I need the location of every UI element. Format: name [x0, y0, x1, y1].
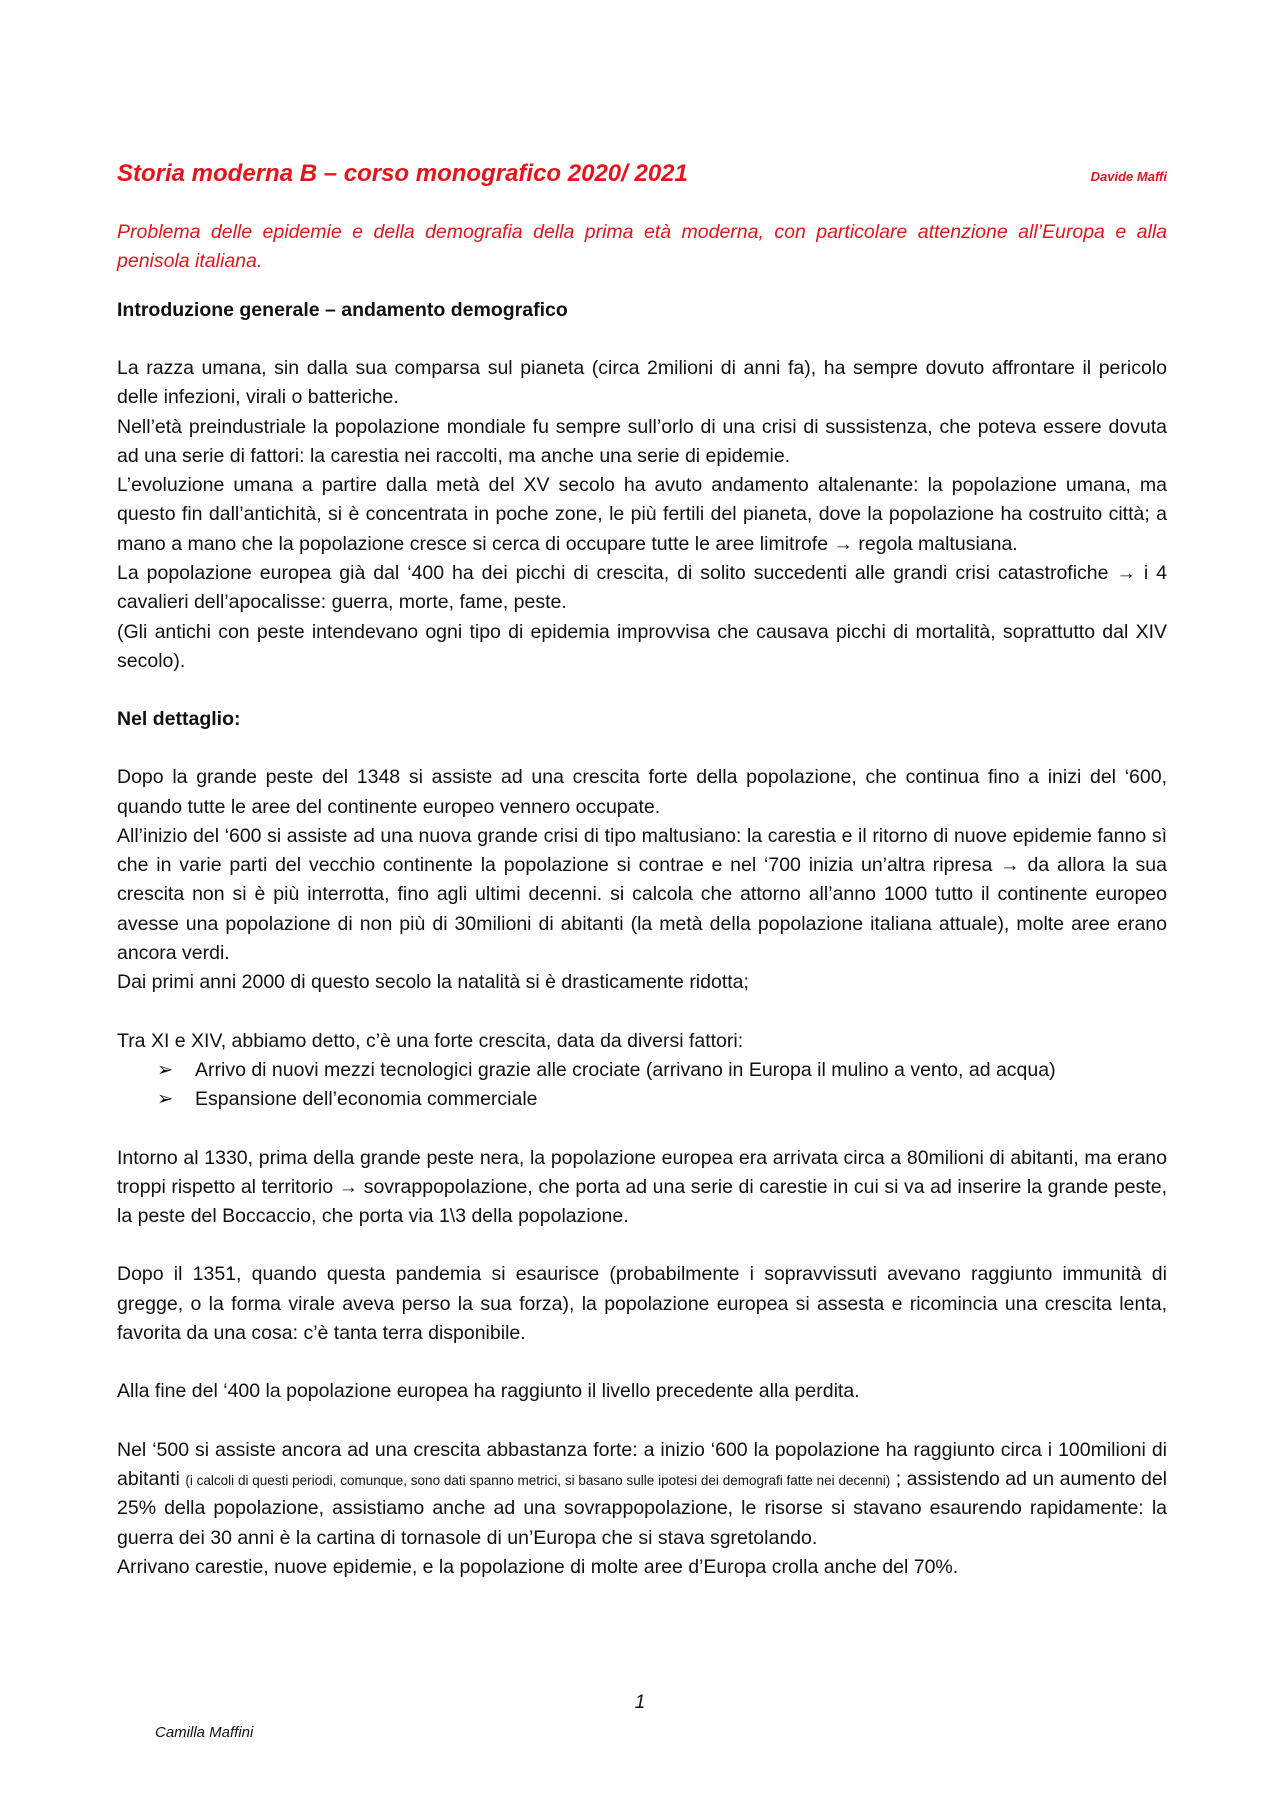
- section-heading-intro: Introduzione generale – andamento demografico: [117, 299, 568, 321]
- footer-author: Camilla Maffini: [155, 1724, 254, 1741]
- title-row: [117, 160, 1167, 188]
- paragraph: All’inizio del ‘600 si assiste ad una nuova grande crisi di tipo maltusiano: la carestia e il ritorno di nuove epidemie fanno sì che in varie parti del vecchio continente la popolazione si contrae e nel ‘700 inizia un’altra ripresa → da allora la sua crescita non si è più interrotta, fino agli ultimi decenni. si calcola che attorno all’anno 1000 tutto il continente europeo avesse una popolazione di non più di 30milioni di abitanti (la metà della popolazione italiana attuale), molte aree erano ancora verdi.: [117, 824, 1167, 965]
- paragraph: Dopo la grande peste del 1348 si assiste ad una crescita forte della popolazione, che continua fino a inizi del ‘600, quando tutte le aree del continente europeo vennero occupate.: [117, 766, 1167, 818]
- section-heading-detail: Nel dettaglio:: [117, 708, 241, 731]
- list-item: [117, 1085, 1167, 1114]
- list-item: [117, 1056, 1167, 1085]
- page-number: 1: [634, 1692, 646, 1713]
- paragraph: Nell’età preindustriale la popolazione mondiale fu sempre sull’orlo di una crisi di sussistenza, che poteva essere dovuta ad una serie di fattori: la carestia nei raccolti, ma anche una serie di epidemie.: [117, 415, 1167, 467]
- document-title: Storia moderna B – corso monografico 2020/ 2021: [117, 160, 688, 187]
- list-item-text: Espansione dell’economia commerciale: [195, 1088, 538, 1111]
- document-subtitle: Problema delle epidemie e della demografia della prima età moderna, con particolare attenzione all’Europa e alla penisola italiana.: [117, 221, 1167, 272]
- paragraph: La razza umana, sin dalla sua comparsa sul pianeta (circa 2milioni di anni fa), ha sempre dovuto affrontare il pericolo delle infezioni, virali o batteriche.: [117, 357, 1167, 409]
- paragraph: [117, 1436, 1167, 1553]
- bullet-list: [117, 1056, 1167, 1115]
- paragraph: Tra XI e XIV, abbiamo detto, c’è una forte crescita, data da diversi fattori:: [117, 1029, 744, 1052]
- inline-note: (i calcoli di questi periodi, comunque, sono dati spanno metrici, si basano sulle ipotesi dei demografi fatte nei decenni): [185, 1472, 891, 1488]
- document-page: [117, 160, 1167, 1582]
- list-item-text: Arrivo di nuovi mezzi tecnologici grazie alle crociate (arrivano in Europa il mulino a vento, ad acqua): [195, 1058, 1056, 1081]
- paragraph: Alla fine del ‘400 la popolazione europea ha raggiunto il livello precedente alla perdita.: [117, 1380, 860, 1403]
- author-name: Davide Maffi: [1090, 169, 1167, 184]
- arrowhead-bullet-icon: ➢: [157, 1088, 174, 1111]
- footnote-paragraph: (Gli antichi con peste intendevano ogni tipo di epidemia improvvisa che causava picchi di mortalità, soprattutto dal XIV secolo).: [117, 620, 1167, 672]
- paragraph: L’evoluzione umana a partire dalla metà del XV secolo ha avuto andamento altalenante: la popolazione umana, ma questo fin dall’antichità, si è concentrata in poche zone, le più fertili del pianeta, dove la popolazione ha costruito città; a mano a mano che la popolazione cresce si cerca di occupare tutte le aree limitrofe → regola maltusiana.: [117, 474, 1167, 555]
- paragraph: Intorno al 1330, prima della grande peste nera, la popolazione europea era arrivata circa a 80milioni di abitanti, ma erano troppi rispetto al territorio → sovrappopolazione, che porta ad una serie di carestie in cui si va ad inserire la grande peste, la peste del Boccaccio, che porta via 1\3 della popolazione.: [117, 1146, 1167, 1228]
- paragraph-text: ; assistendo ad un aumento del 25% della popolazione, assistiamo anche ad una sovrappopolazione, le risorse si stavano esaurendo rapidamente: la guerra dei 30 anni è la cartina di tornasole di un’Europa che si stava sgretolando.: [117, 1467, 1167, 1549]
- paragraph: Dai primi anni 2000 di questo secolo la natalità si è drasticamente ridotta;: [117, 971, 749, 994]
- paragraph-text: Nel ‘500 si assiste ancora ad una crescita abbastanza forte: a inizio ‘600 la popolazione ha raggiunto circa i 100milioni di abitanti: [117, 1438, 1167, 1490]
- arrowhead-bullet-icon: ➢: [157, 1058, 174, 1081]
- paragraph: Dopo il 1351, quando questa pandemia si esaurisce (probabilmente i sopravvissuti avevano raggiunto immunità di gregge, o la forma virale aveva perso la sua forza), la popolazione europea si assesta e ricomincia una crescita lenta, favorita da una cosa: c’è tanta terra disponibile.: [117, 1263, 1167, 1345]
- paragraph: La popolazione europea già dal ‘400 ha dei picchi di crescita, di solito succedenti alle grandi crisi catastrofiche → i 4 cavalieri dell’apocalisse: guerra, morte, fame, peste.: [117, 562, 1167, 614]
- paragraph: Arrivano carestie, nuove epidemie, e la popolazione di molte aree d’Europa crolla anche del 70%.: [117, 1555, 959, 1578]
